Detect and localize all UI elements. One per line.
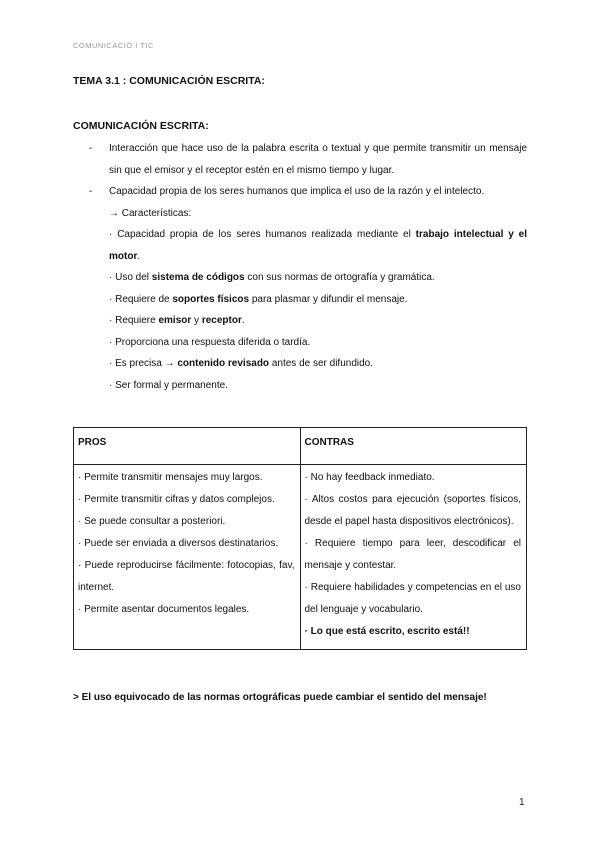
characteristic-item [73, 224, 527, 267]
pros-contras-table [73, 427, 527, 650]
characteristic-text: · Requiere [109, 315, 159, 326]
pros-item: · Permite asentar documentos legales. [78, 604, 250, 615]
bullet-item [73, 181, 527, 203]
characteristic-item [73, 375, 527, 397]
characteristic-text: . [241, 315, 245, 326]
characteristic-bold: sistema de códigos [151, 272, 245, 283]
characteristic-text: · Ser formal y permanente. [109, 379, 228, 391]
characteristic-text: · Requiere de [109, 293, 173, 305]
running-header: COMUNICACIÓ I TIC [73, 41, 154, 50]
characteristic-text: antes de ser difundido. [269, 358, 374, 369]
conclusion-note: > El uso equivocado de las normas ortográficas puede cambiar el sentido del mensaje! [73, 692, 487, 703]
pros-cell [74, 465, 301, 650]
characteristic-text: · Proporciona una respuesta diferida o tardía. [109, 336, 311, 348]
characteristic-text: · Uso del [109, 272, 152, 283]
page-number: 1 [519, 797, 525, 808]
body-content [73, 138, 527, 396]
bullet-text: Capacidad propia de los seres humanos que implica el uso de la razón y el intelecto. [109, 186, 485, 197]
characteristic-item [73, 332, 527, 354]
pros-item: · Puede ser enviada a diversos destinatarios. [78, 538, 279, 549]
bullet-marker: - [89, 186, 93, 197]
contras-item-bold: · Lo que está escrito, escrito está!! [304, 626, 470, 637]
characteristic-bold: receptor [201, 315, 242, 326]
characteristic-bold: emisor [158, 315, 192, 326]
contras-item: · Requiere tiempo para leer, descodificar el mensaje y contestar. [304, 538, 521, 571]
characteristic-item [73, 310, 527, 332]
bullet-text: Interacción que hace uso de la palabra escrita o textual y que permite transmitir un mensaje sin que el emisor y el receptor estén en el mismo tiempo y lugar. [109, 143, 527, 176]
characteristic-text: · Capacidad propia de los seres humanos realizada mediante el [109, 229, 416, 240]
bullet-marker: - [89, 143, 93, 154]
characteristic-item [73, 289, 527, 311]
section-heading: COMUNICACIÓN ESCRITA: [73, 120, 209, 132]
contras-item: · No hay feedback inmediato. [304, 472, 435, 483]
characteristic-bold: contenido revisado [177, 358, 270, 369]
pros-item: · Permite transmitir cifras y datos complejos. [78, 494, 275, 505]
characteristic-item [73, 353, 527, 375]
characteristic-bold: soportes físicos [172, 293, 250, 305]
pros-item: · Puede reproducirse fácilmente: fotocopias, fav, internet. [78, 560, 295, 593]
bullet-item [73, 138, 527, 181]
pros-header: PROS [74, 428, 301, 465]
contras-cell [300, 465, 527, 650]
characteristic-text: con sus normas de ortografía y gramática. [244, 272, 435, 283]
characteristics-label: → Características: [109, 207, 192, 219]
characteristic-bold: trabajo intelectual y el motor [109, 229, 527, 262]
characteristic-item [73, 267, 527, 289]
page-title: TEMA 3.1 : COMUNICACIÓN ESCRITA: [73, 75, 265, 87]
contras-item: · Altos costos para ejecución (soportes físicos, desde el papel hasta dispositivos electrónicos). [304, 494, 521, 527]
characteristic-text: . [137, 250, 141, 262]
characteristic-text: · Es precisa → [109, 358, 178, 369]
characteristic-text: y [191, 315, 202, 326]
contras-item: · Requiere habilidades y competencias en el uso del lenguaje y vocabulario. [304, 582, 521, 615]
pros-item: · Se puede consultar a posteriori. [78, 516, 226, 527]
contras-header: CONTRAS [300, 428, 527, 465]
pros-item: · Permite transmitir mensajes muy largos. [78, 472, 263, 483]
characteristic-text: para plasmar y difundir el mensaje. [249, 293, 408, 305]
